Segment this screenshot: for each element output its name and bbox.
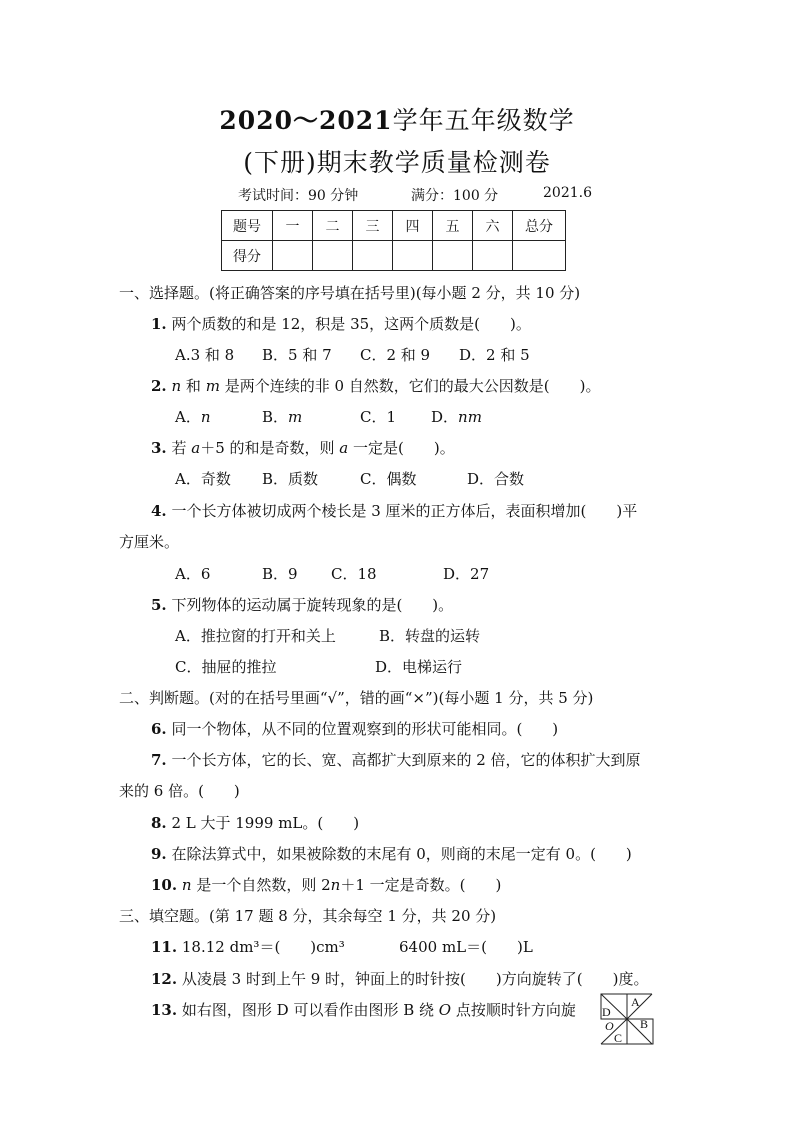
figure-label-o: O	[605, 1019, 614, 1033]
q5-option: A．推拉窗的打开和关上	[175, 627, 336, 645]
question-6: 6. 同一个物体，从不同的位置观察到的形状可能相同。( )	[151, 720, 559, 738]
q1-option: D．2 和 5	[459, 346, 530, 364]
section-heading-3: 三、填空题。(第 17 题 8 分，其余每空 1 分，共 20 分)	[119, 907, 497, 925]
title-subject: 学年五年级数学	[392, 106, 575, 135]
score-table-score-row	[222, 241, 566, 271]
q5-option: D．电梯运行	[375, 658, 463, 676]
figure-label-c: C	[614, 1031, 623, 1045]
title-year: 2020～2021	[219, 106, 393, 135]
score-table-cell: 总分	[513, 211, 566, 241]
question-11-part2: 6400 mL＝( )L	[399, 938, 533, 956]
exam-time: 考试时间：90 分钟	[238, 188, 359, 204]
question-10: 10. n 是一个自然数，则 2n＋1 一定是奇数。( )	[151, 876, 502, 894]
variable: m	[205, 377, 220, 395]
question-text: 两个质数的和是 12，积是 35，这两个质数是( )。	[171, 315, 531, 333]
section-heading-1: 一、选择题。(将正确答案的序号填在括号里)(每小题 2 分，共 10 分)	[119, 284, 581, 302]
question-11: 11. 18.12 dm³＝( )cm³	[151, 938, 345, 956]
exam-title-line1	[0, 101, 794, 137]
figure-label-a: A	[631, 995, 640, 1009]
question-number: 3.	[151, 439, 167, 457]
question-13: 13. 如右图，图形 D 可以看作由图形 B 绕 O 点按顺时针方向旋	[151, 1001, 576, 1019]
question-7-continued: 来的 6 倍。( )	[119, 782, 240, 800]
question-number: 1.	[151, 315, 167, 333]
q1-option: C．2 和 9	[360, 346, 431, 364]
q2-option: C．1	[360, 408, 397, 426]
score-table-cell: 五	[433, 211, 473, 241]
q3-option: C．偶数	[360, 470, 417, 488]
score-table-cell: 得分	[222, 241, 273, 271]
score-input-cell[interactable]	[473, 241, 513, 271]
q3-option: B．质数	[262, 470, 319, 488]
figure-label-b: B	[640, 1017, 649, 1031]
score-input-cell[interactable]	[313, 241, 353, 271]
question-text: 和	[185, 377, 201, 395]
q4-option: C．18	[331, 565, 377, 583]
rotation-figure	[599, 992, 656, 1046]
question-8: 8. 2 L 大于 1999 mL。( )	[151, 814, 360, 832]
exam-date: 2021.6	[543, 185, 592, 201]
score-input-cell[interactable]	[273, 241, 313, 271]
question-7: 7. 一个长方体，它的长、宽、高都扩大到原来的 2 倍，它的体积扩大到原	[151, 751, 641, 769]
question-text: 是两个连续的非 0 自然数，它们的最大公因数是( )。	[224, 377, 601, 395]
q3-option: A．奇数	[175, 470, 231, 488]
question-12: 12. 从凌晨 3 时到上午 9 时，钟面上的时针按( )方向旋转了( )度。	[151, 970, 649, 988]
question-4: 4. 一个长方体被切成两个棱长是 3 厘米的正方体后，表面积增加( )平	[151, 502, 638, 520]
q5-option: B．转盘的运转	[379, 627, 481, 645]
q5-option: C．抽屉的推拉	[175, 658, 277, 676]
score-input-cell[interactable]	[353, 241, 393, 271]
q4-option: D．27	[443, 565, 490, 583]
score-table	[221, 210, 566, 271]
score-table-cell: 一	[273, 211, 313, 241]
question-3: 3. 若 a＋5 的和是奇数，则 a 一定是( )。	[151, 439, 455, 457]
question-2	[151, 375, 601, 396]
score-table-cell: 三	[353, 211, 393, 241]
figure-label-d: D	[602, 1005, 611, 1019]
q1-option: A.3 和 8	[175, 346, 235, 364]
question-9: 9. 在除法算式中，如果被除数的末尾有 0，则商的末尾一定有 0。( )	[151, 845, 632, 863]
question-number: 4.	[151, 502, 167, 520]
question-4-continued: 方厘米。	[119, 533, 180, 551]
section-heading-2: 二、判断题。(对的在括号里画“√”，错的画“×”)(每小题 1 分，共 5 分)	[119, 689, 594, 707]
q4-option: B．9	[262, 565, 298, 583]
full-score: 满分：100 分	[411, 188, 499, 204]
score-table-cell: 四	[393, 211, 433, 241]
score-table-cell: 二	[313, 211, 353, 241]
score-input-cell[interactable]	[393, 241, 433, 271]
question-number: 2.	[151, 377, 167, 395]
q3-option: D．合数	[467, 470, 525, 488]
score-table-cell: 题号	[222, 211, 273, 241]
q2-option: B．m	[262, 408, 303, 426]
score-input-cell[interactable]	[513, 241, 566, 271]
question-5: 5. 下列物体的运动属于旋转现象的是( )。	[151, 596, 454, 614]
q4-option: A．6	[175, 565, 211, 583]
score-input-cell[interactable]	[433, 241, 473, 271]
question-1	[151, 313, 531, 334]
q1-option: B．5 和 7	[262, 346, 332, 364]
exam-title-line2: (下册)期末教学质量检测卷	[243, 148, 551, 177]
q2-option: A．n	[175, 408, 211, 426]
question-number: 5.	[151, 596, 167, 614]
q2-option: D．nm	[431, 408, 482, 426]
score-table-cell: 六	[473, 211, 513, 241]
score-table-header-row	[222, 211, 566, 241]
variable: n	[171, 377, 182, 395]
